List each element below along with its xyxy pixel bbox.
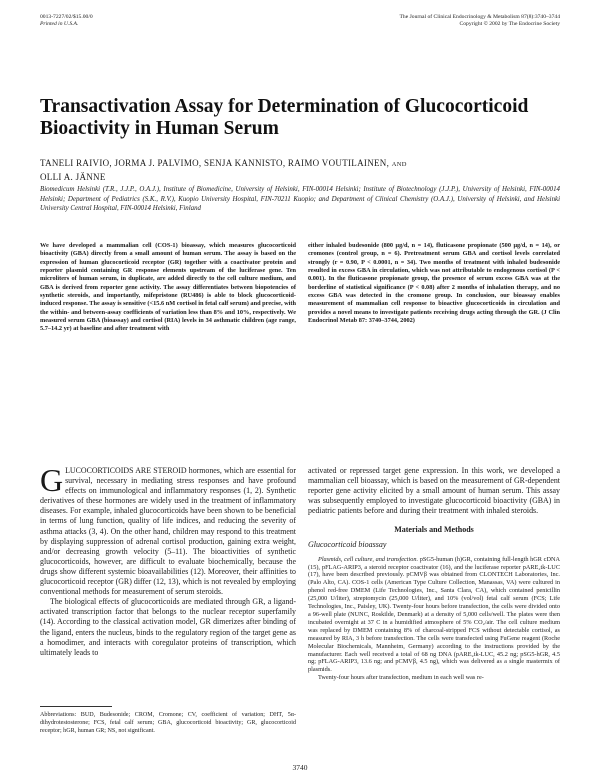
authors-and: AND xyxy=(391,161,407,168)
header-right xyxy=(400,14,560,28)
intro-paragraph-1 xyxy=(40,462,296,597)
intro-smallcaps: LUCOCORTICOIDS ARE STEROID xyxy=(65,466,187,475)
header-left xyxy=(40,14,93,28)
authors-line-2: OLLI A. JÄNNE xyxy=(40,172,106,182)
footnote-rule xyxy=(40,706,112,707)
page-number: 3740 xyxy=(292,763,308,772)
subsection-heading: Glucocorticoid bioassay xyxy=(308,539,387,549)
body-column-right xyxy=(308,466,560,682)
abbreviations-footnote: Abbreviations: BUD, Budesonide; CROM, Cromone; CV, coefficient of variation; DHT, 5α-dihydrotestosterone; FCS, fetal calf serum; GBA, glucocorticoid bioactivity; GR, glucocorticoid receptor; hGR, human GR; NS, not significant. xyxy=(40,712,296,734)
intro-paragraph-3: activated or repressed target gene expression. In this work, we developed a mammalian cell bioassay, which is based on the measurement of GR-dependent reporter gene activity elicited by a small amount of human serum. This assay was subsequently employed to investigate glucocorticoid bioactivity (GBA) in pediatric patients before and during their treatment with inhaled steroids. xyxy=(308,466,560,516)
methods-paragraph xyxy=(308,556,560,675)
intro-text: hormones, which are essential for survival, necessary in mediating stress responses and have profound effects on immunological and inflammatory responses (1, 2). Synthetic derivatives of these hormones are widely used in the treatment of inflammatory diseases. For example, inhaled glucocorticoids have been shown to be beneficial in terms of lung function, quality of life indices, and reducing the severity of asthma attacks (3, 4). On the other hand, children may respond to this treatment by displaying suppression of adrenal cortisol production, gaining extra weight, and/or decreasing growth velocity (5–11). The bioactivities of synthetic glucocorticoids, however, are difficult to evaluate biochemically, because the drugs show different systemic bioavailabilities (12). Moreover, their affinities to glucocorticoid receptor (GR) differ (12, 13), which is not revealed by employing conventional methods for measurement of serum steroids. xyxy=(40,466,296,597)
article-title: Transactivation Assay for Determination of Glucocorticoid Bioactivity in Human Serum xyxy=(40,96,529,139)
printed-line: Printed in U.S.A. xyxy=(40,21,79,27)
methods-paragraph-2: Twenty-four hours after transfection, medium in each well was re- xyxy=(318,674,484,682)
authors-line-1: TANELI RAIVIO, JORMA J. PALVIMO, SENJA KANNISTO, RAIMO VOUTILAINEN, xyxy=(40,158,390,168)
section-heading: Materials and Methods xyxy=(394,525,474,535)
issn-line: 0013-7227/02/$15.00/0 xyxy=(40,14,93,20)
journal-citation: The Journal of Clinical Endocrinology & Metabolism 87(8):3740–3744 xyxy=(399,14,560,20)
author-list xyxy=(40,157,560,184)
methods-text: pSG5-human (h)GR, containing full-length hGR cDNA (15), pFLAG-ARIP3, a steroid receptor coactivator (16), and the luciferase reporter pARE₂tk-LUC (17), have been described previously. pCMVβ was obtained from CLONTECH Laboratories, Inc. (Palo Alto, CA). COS-1 cells (American Type Culture Collection, Manassas, VA) were cultured in phenol red-free DMEM (Life Technologies, Inc., Santa Clara, CA), which contained penicillin (25,000 U/liter), streptomycin (25,000 U/liter), and 10% (vol/vol) fetal calf serum (FCS; Life Technologies, Inc., Paisley, UK). Twenty-four hours before transfection, the cells were divided onto a 96-well plate (NUNC, Roskilde, Denmark) at a density of 5,000 cells/well. The plates were then incubated overnight at 37 C in a humidified atmosphere of 5% CO₂/air. The cell culture medium was replaced by DMEM containing 8% of charcoal-stripped FCS without detectable cortisol, as measured by RIA, 3 h before transfection. The cells were transfected using FuGene reagent (Roche Molecular Biochemicals, Mannheim, Germany) according to the instructions provided by the manufacturer. Each well received a total of 68 ng DNA (pARE₂tk-LUC, 45.2 ng; pSG5-hGR, 4.5 ng; pFLAG-ARIP3, 13.6 ng; and pCMVβ, 4.5 ng), which was delivered as a single mastermix of plasmids. xyxy=(308,555,560,674)
intro-paragraph-2: The biological effects of glucocorticoids are mediated through GR, a ligand-activated transcription factor that belongs to the nuclear receptor superfamily (14). According to the classical activation model, GR dimerizes after binding of the ligand, enters the nucleus, binds to the regulatory region of the target gene as a homodimer, and interacts with coregulator proteins of transcription, which ultimately leads to xyxy=(40,597,296,657)
abstract-right: either inhaled budesonide (800 μg/d, n = 14), fluticasone propionate (500 μg/d, n = 14), or cromones (control group, n = 6). Pretreatment serum GBA and cortisol levels correlated strongly (r = 0.90, P < 0.0001, n = 34). Two months of treatment with inhaled budesonide resulted in excess GBA in circulation, which was not attributable to endogenous cortisol (P < 0.001). In the fluticasone propionate group, the presence of serum excess GBA was at the borderline of statistical significance (P < 0.08) after 2 months of inhalation therapy, and no excess GBA was detected in the cromone group. In conclusion, our bioassay enables measurement of mammalian cell response to bioactive glucocorticoids in circulation and provides a novel means to investigate patients receiving drugs acting through the GR. (J Clin Endocrinol Metab 87: 3740–3744, 2002) xyxy=(308,242,560,325)
affiliations: Biomedicum Helsinki (T.R., J.J.P., O.A.J.), Institute of Biomedicine, University of Helsinki, FIN-00014 Helsinki; Institute of Biotechnology (J.J.P.), University of Helsinki, FIN-00014 Helsinki; Department of Pediatrics (S.K., R.V.), Kuopio University Hospital, FIN-70211 Kuopio; and Department of Clinical Chemistry (O.A.J.), University of Helsinki, and Helsinki University Central Hospital, FIN-00014 Helsinki, Finland xyxy=(40,186,560,213)
body-column-left xyxy=(40,462,296,658)
methods-lead: Plasmids, cell culture, and transfection. xyxy=(318,555,419,563)
abstract-left: We have developed a mammalian cell (COS-1) bioassay, which measures glucocorticoid bioactivity (GBA) directly from a small amount of human serum. The assay is based on the expression of human glucocorticoid receptor (GR) together with a coactivator protein and reporter plasmid containing GR response elements upstream of the luciferase gene. Ten microliters of human serum, in duplicate, are added directly to the cell culture medium, and GBA is derived from reporter gene activity. The assay differentiates between biopotencies of synthetic steroids, and importantly, mifepristone (RU486) is able to block glucocorticoid-induced response. The assay is sensitive (<15.6 nM cortisol in fetal calf serum) and precise, with the within- and between-assay coefficients of variation less than 8% and 10%, respectively. We measured serum GBA (bioassay) and cortisol (RIA) levels in 34 asthmatic children (age range, 5.7–14.2 yr) at baseline and after treatment with xyxy=(40,242,296,333)
copyright-line: Copyright © 2002 by The Endocrine Society xyxy=(459,21,560,27)
drop-cap: G xyxy=(40,462,64,498)
